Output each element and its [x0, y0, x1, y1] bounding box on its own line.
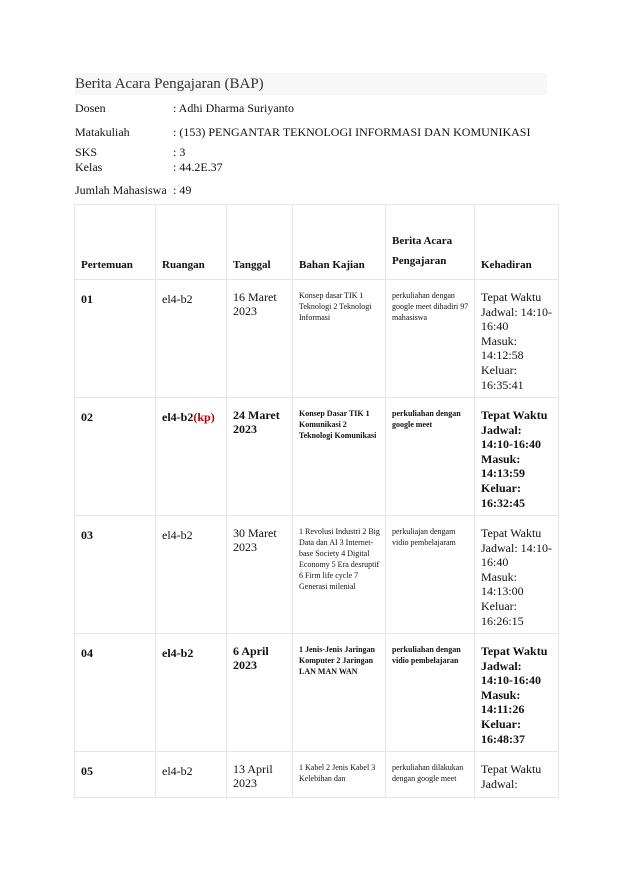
- kehadiran-keluar: Keluar: 16:32:45: [481, 480, 525, 510]
- cell-ruangan: [156, 516, 227, 634]
- bahan-kajian-text: 1 Jenis-Jenis Jaringan Komputer 2 Jaringan LAN MAN WAN: [299, 645, 376, 676]
- cell-berita-acara: [386, 280, 475, 398]
- kehadiran-jadwal: Jadwal: 14:10-16:40: [481, 540, 552, 570]
- cell-kehadiran: [475, 752, 559, 798]
- tanggal-value: 16 Maret 2023: [233, 290, 277, 318]
- cell-berita-acara: [386, 752, 475, 798]
- header-bahan-kajian: Bahan Kajian: [293, 205, 386, 280]
- cell-tanggal: [227, 280, 293, 398]
- info-row-sks: [75, 146, 555, 161]
- kehadiran-jadwal: Jadwal: 14:10-16:40: [481, 422, 541, 452]
- matakuliah-value: : (153) PENGANTAR TEKNOLOGI INFORMASI DAN KOMUNIKASI: [173, 125, 531, 139]
- berita-acara-text: perkuliahan dilakukan dengan google meet: [392, 763, 464, 783]
- kehadiran-keluar: Keluar: 16:35:41: [481, 362, 524, 392]
- cell-kehadiran: [475, 634, 559, 752]
- kehadiran-keluar: Keluar: 16:48:37: [481, 716, 525, 746]
- header-ruangan: Ruangan: [156, 205, 227, 280]
- tanggal-value: 6 April 2023: [233, 644, 269, 672]
- berita-acara-text: perkuliahan dengan google meet: [392, 409, 461, 429]
- table-row: [75, 280, 559, 398]
- table-row: [75, 752, 559, 798]
- cell-bahan-kajian: [293, 516, 386, 634]
- sks-label: SKS: [75, 145, 98, 159]
- table-row: [75, 634, 559, 752]
- kehadiran-status: Tepat Waktu: [481, 762, 542, 776]
- cell-pertemuan: [75, 752, 156, 798]
- bap-table: [74, 204, 559, 798]
- ruangan-value: el4-b2: [162, 528, 193, 542]
- header-kehadiran: Kehadiran: [475, 205, 559, 280]
- jumlah-mahasiswa-value: : 49: [173, 182, 192, 197]
- bahan-kajian-text: 1 Revolusi Industri 2 Big Data dan AI 3 Internet-base Society 4 Digital Economy 5 Era desruptif 6 Firm life cycle 7 Generasi milenial: [299, 527, 380, 591]
- dosen-label: Dosen: [75, 101, 106, 115]
- table-header-row: [75, 205, 559, 280]
- bahan-kajian-text: Konsep dasar TIK 1 Teknologi 2 Teknologi Informasi: [299, 291, 372, 322]
- pertemuan-number: 01: [81, 292, 93, 306]
- cell-tanggal: [227, 634, 293, 752]
- cell-bahan-kajian: [293, 398, 386, 516]
- cell-tanggal: [227, 516, 293, 634]
- pertemuan-number: 04: [81, 646, 93, 660]
- pertemuan-number: 03: [81, 528, 93, 542]
- sks-value: : 3: [173, 145, 186, 159]
- cell-pertemuan: [75, 634, 156, 752]
- header-berita-acara: Berita Acara Pengajaran: [386, 205, 475, 280]
- berita-acara-text: perkuliahan dengan vidio pembelajaran: [392, 645, 461, 665]
- cell-berita-acara: [386, 634, 475, 752]
- ruangan-value: el4-b2: [162, 410, 194, 424]
- page-title: Berita Acara Pengajaran (BAP): [75, 73, 547, 95]
- info-row-kelas: [75, 161, 555, 176]
- cell-tanggal: [227, 398, 293, 516]
- table-row: [75, 516, 559, 634]
- kehadiran-jadwal: Jadwal: 14:10-16:40: [481, 304, 552, 334]
- kehadiran-masuk: Masuk: 14:12:58: [481, 333, 524, 363]
- cell-pertemuan: [75, 280, 156, 398]
- cell-bahan-kajian: [293, 752, 386, 798]
- ruangan-value: el4-b2: [162, 646, 194, 660]
- cell-tanggal: [227, 752, 293, 798]
- kehadiran-status: Tepat Waktu: [481, 526, 542, 540]
- cell-kehadiran: [475, 280, 559, 398]
- pertemuan-number: 05: [81, 764, 93, 778]
- ruangan-value: el4-b2: [162, 292, 193, 306]
- ruangan-value: el4-b2: [162, 764, 193, 778]
- cell-ruangan: [156, 280, 227, 398]
- kp-marker: (kp): [193, 410, 215, 424]
- cell-ruangan: [156, 752, 227, 798]
- cell-ruangan: [156, 398, 227, 516]
- info-row-jumlah-mahasiswa: [75, 176, 555, 204]
- kehadiran-status: Tepat Waktu: [481, 644, 548, 658]
- tanggal-value: 30 Maret 2023: [233, 526, 277, 554]
- cell-bahan-kajian: [293, 634, 386, 752]
- info-row-matakuliah: [75, 119, 555, 146]
- kehadiran-status: Tepat Waktu: [481, 408, 548, 422]
- table-row: [75, 398, 559, 516]
- cell-berita-acara: [386, 398, 475, 516]
- kehadiran-status: Tepat Waktu: [481, 290, 542, 304]
- cell-bahan-kajian: [293, 280, 386, 398]
- cell-pertemuan: [75, 516, 156, 634]
- cell-ruangan: [156, 634, 227, 752]
- tanggal-value: 13 April 2023: [233, 762, 273, 790]
- matakuliah-label: Matakuliah: [75, 125, 130, 139]
- cell-berita-acara: [386, 516, 475, 634]
- bahan-kajian-text: Konsep Dasar TIK 1 Komunikasi 2 Teknologi Komunikasi: [299, 409, 377, 440]
- kehadiran-masuk: Masuk: 14:13:59: [481, 451, 525, 481]
- bahan-kajian-text: 1 Kabel 2 Jenis Kabel 3 Kelebihan dan: [299, 763, 376, 783]
- cell-kehadiran: [475, 398, 559, 516]
- kehadiran-jadwal: Jadwal: 14:10-16:40: [481, 658, 541, 688]
- cell-kehadiran: [475, 516, 559, 634]
- dosen-value: : Adhi Dharma Suriyanto: [173, 101, 294, 115]
- header-pertemuan: Pertemuan: [75, 205, 156, 280]
- kehadiran-masuk: Masuk: 14:11:26: [481, 687, 525, 717]
- berita-acara-text: perkuliahan dengan google meet dihadiri 97 mahasiswa: [392, 291, 469, 322]
- kelas-label: Kelas: [75, 160, 103, 174]
- info-row-dosen: [75, 102, 555, 119]
- course-info: [75, 102, 555, 204]
- kehadiran-jadwal: Jadwal:: [481, 776, 518, 791]
- pertemuan-number: 02: [81, 410, 93, 424]
- kehadiran-keluar: Keluar: 16:26:15: [481, 598, 524, 628]
- berita-acara-text: perkuliajan dengam vidio pembelajaram: [392, 527, 456, 547]
- kehadiran-masuk: Masuk: 14:13:00: [481, 569, 524, 599]
- kelas-value: : 44.2E.37: [173, 160, 223, 174]
- tanggal-value: 24 Maret 2023: [233, 408, 280, 436]
- header-tanggal: Tanggal: [227, 205, 293, 280]
- cell-pertemuan: [75, 398, 156, 516]
- jumlah-mahasiswa-label: Jumlah Mahasiswa: [75, 182, 167, 197]
